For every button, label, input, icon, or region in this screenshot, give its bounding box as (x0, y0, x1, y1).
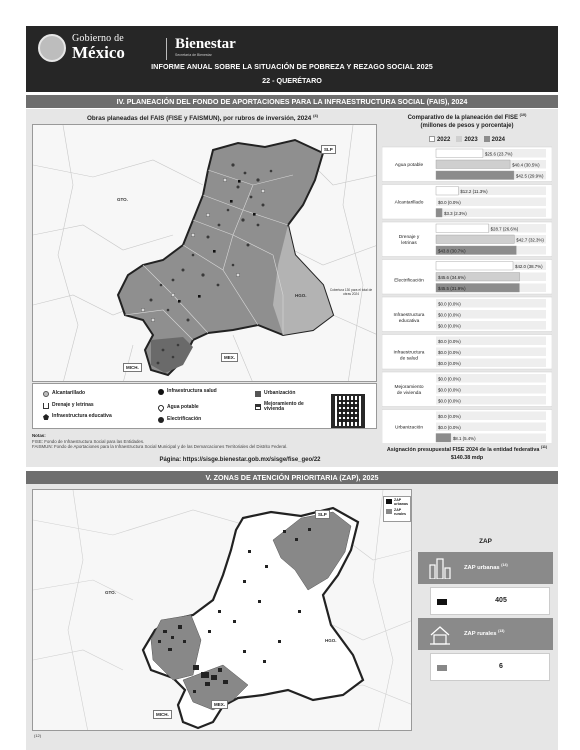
chart-data-label: $0.0 (0.0%) (438, 376, 461, 382)
legend-drenaje: Drenaje y letrinas (43, 403, 94, 409)
fise-budget: Asignación presupuestal FISE 2024 de la entidad federativa $^{(11)}$ $140.38 mdp (386, 445, 548, 461)
legend-agua: Agua potable (158, 405, 199, 411)
chart-data-label: $0.0 (0.0%) (438, 398, 461, 404)
chart-data-label: $0.0 (0.0%) (438, 199, 461, 205)
chart-bar-2024 (436, 209, 442, 218)
mexico-seal-icon (38, 34, 66, 62)
zap-map[interactable] (32, 489, 412, 731)
legend-2023: 2023 (456, 136, 477, 143)
logo-divider (166, 38, 167, 60)
school-icon (43, 414, 49, 420)
chart-data-label: $0.0 (0.0%) (438, 387, 461, 393)
cross-icon (158, 389, 164, 395)
chart-category-label: Mejoramiento de vivienda (394, 384, 424, 397)
zap-map-graphic (33, 490, 412, 731)
chart-data-label: $42.5 (29.9%) (515, 173, 544, 179)
section-v-bar: V. ZONAS DE ATENCIÓN PRIORITARIA (ZAP), 2025 (26, 471, 558, 484)
chart-bar-2024 (436, 171, 514, 180)
legend-urbanizacion: Urbanización (255, 391, 295, 397)
legend-vivienda: Mejoramiento de vivienda (255, 402, 325, 413)
fais-notes: Notas: FISE: Fondo de Infraestructura Social para las Entidades. FAISMUN: Fondo de Aportaciones para la Infraestructura Social Municipal y de las Demarcaciones Territoriales del Distrito Federal. (32, 433, 288, 450)
chart-data-label: $45.5 (31.9%) (438, 285, 466, 291)
chart-bar-2022 (436, 262, 513, 271)
zap-urbanas-value-box (430, 587, 550, 615)
zap-rurales-swatch (437, 665, 447, 671)
zap-summary-panel (418, 530, 553, 680)
zap-title: ZAP (479, 538, 492, 545)
zap-rurales-label: ZAP rurales $^{(13)}$ (464, 629, 505, 637)
chart-data-label: $28.7 (26.6%) (490, 226, 519, 232)
zap-map-legend (383, 496, 411, 522)
qr-code[interactable] (331, 394, 365, 428)
zap-legend-urbanas: ZAP urbanas (386, 499, 408, 507)
zap-rurales-value-box (430, 653, 550, 681)
logo-bienestar-sub: Secretaría de Bienestar (175, 53, 212, 57)
report-subtitle: 22 - QUERÉTARO (262, 76, 322, 85)
map-scale-note: Cobertura 130 para el total de obras 2024 (329, 288, 373, 296)
chart-category-label: Drenaje y letrinas (398, 234, 420, 247)
circle-gray-icon (43, 391, 49, 397)
zap-legend-rurales: ZAP rurales (386, 509, 408, 517)
map-label-hgo: HGO. (295, 293, 307, 298)
chart-bar-2023 (436, 235, 514, 244)
bolt-icon (158, 417, 164, 423)
zap-rurales-value: 6 (499, 663, 503, 670)
legend-2024: 2024 (484, 136, 505, 143)
chart-category-label: Infraestructura de salud (393, 350, 425, 362)
logo-bienestar: Bienestar (175, 36, 236, 52)
zap-label-hgo: HGO. (325, 638, 337, 643)
map-label-mich: MICH. (123, 363, 142, 372)
logo-gobierno-line2: México (72, 43, 125, 62)
legend-educativa: Infraestructura educativa (43, 414, 128, 420)
legend-alcantarillado: Alcantarillado (43, 391, 85, 397)
zap-label-mich: MICH. (153, 710, 172, 719)
zap-urbanas-label: ZAP urbanas $^{(14)}$ (464, 563, 508, 571)
legend-infra-salud: Infraestructura salud (158, 389, 228, 395)
chart-data-label: $42.7 (32.3%) (516, 237, 544, 243)
logo-gobierno-line1: Gobierno de (72, 33, 124, 44)
map-label-mex: MEX. (221, 353, 238, 362)
chart-category-label: Alcantarillado (394, 200, 424, 206)
report-header (26, 26, 558, 92)
chart-bar-2024 (436, 434, 451, 443)
chart-data-label: $0.0 (0.0%) (438, 338, 461, 344)
chart-data-label: $40.4 (30.5%) (512, 162, 540, 168)
legend-2022: 2022 (429, 136, 450, 143)
fise-budget-value: $140.38 mdp (450, 454, 484, 461)
chart-data-label: $3.3 (2.3%) (444, 210, 467, 216)
zap-rurales-header (418, 618, 553, 650)
chart-category-label: Urbanización (395, 425, 423, 431)
map-label-slp: SLP (321, 145, 336, 154)
fais-map-legend (32, 383, 377, 429)
city-buildings-icon (428, 557, 452, 579)
chart-data-label: $0.0 (0.0%) (438, 424, 461, 430)
chart-data-label: $8.1 (5.4%) (452, 435, 476, 441)
pipe-icon (43, 403, 49, 409)
chart-data-label: $0.0 (0.0%) (438, 413, 461, 419)
fais-works-map[interactable] (32, 124, 377, 382)
map-label-gto: GTO. (117, 197, 128, 202)
chart-data-label: $43.8 (30.7%) (438, 248, 466, 254)
chart-data-label: $25.6 (23.7%) (484, 151, 513, 157)
chart-data-label: $0.0 (0.0%) (438, 349, 461, 355)
zap-urbanas-value: 405 (495, 597, 507, 604)
chart-data-label: $42.0 (38.7%) (515, 263, 543, 269)
fais-page-link[interactable]: Página: https://sisge.bienestar.gob.mx/sisge/fise_geo/22 (159, 457, 321, 463)
chart-bar-2023 (436, 160, 510, 169)
chart-category-label: Electrificación (394, 278, 424, 284)
chart-title: Comparativo de la planeación del FISE $^{(10)}$ (millones de pesos y porcentaje) (407, 113, 527, 129)
chart-data-label: $12.2 (11.3%) (460, 188, 488, 194)
chart-category-label: Agua potable (394, 163, 424, 169)
chart-data-label: $45.6 (34.6%) (438, 274, 466, 280)
zap-map-note: (12) (34, 733, 42, 738)
zap-label-slp: SLP (315, 510, 330, 519)
chart-bar-2022 (436, 187, 458, 196)
section-iv-bar: IV. PLANEACIÓN DEL FONDO DE APORTACIONES PARA LA INFRAESTRUCTURA SOCIAL (FAIS), 2024 (26, 95, 558, 108)
rural-house-icon (428, 623, 452, 645)
chart-data-label: $0.0 (0.0%) (438, 301, 461, 307)
chart-data-label: $0.0 (0.0%) (438, 312, 461, 318)
chart-bar-2022 (436, 224, 489, 233)
chart-data-label: $0.0 (0.0%) (438, 360, 461, 366)
chart-data-label: $0.0 (0.0%) (438, 323, 461, 329)
zap-urbanas-swatch (437, 599, 447, 605)
fise-bar-chart (382, 113, 552, 443)
fais-map-title: Obras planeadas del FAIS (FISE y FAISMUN), por rubros de inversión, 2024 $^{(4)}$ (87, 113, 318, 123)
report-title: INFORME ANUAL SOBRE LA SITUACIÓN DE POBREZA Y REZAGO SOCIAL 2025 (151, 62, 433, 71)
zap-urbanas-header (418, 552, 553, 584)
chart-category-label: Infraestructura educativa (393, 312, 425, 325)
drop-icon (157, 404, 165, 412)
legend-electrificacion: Electrificación (158, 417, 201, 423)
chart-bar-2022 (436, 149, 483, 158)
zap-label-gto: GTO. (105, 590, 116, 595)
house-icon (255, 404, 261, 410)
zap-label-mex: MEX. (211, 700, 228, 709)
fise-chart-panel (382, 113, 552, 443)
building-icon (255, 391, 261, 397)
fais-map-graphic (33, 125, 377, 382)
